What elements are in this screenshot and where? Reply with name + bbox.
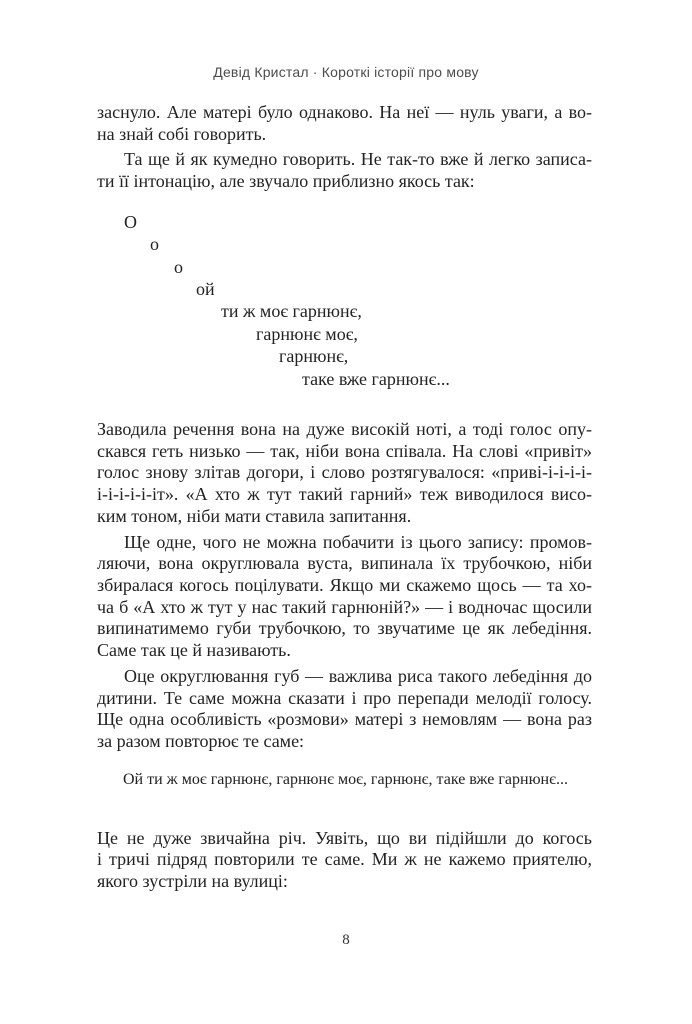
text-flow — [97, 102, 592, 893]
verse-line: о — [174, 256, 183, 277]
text-line: і тричі підряд повторили те саме. Ми ж не кажемо приятелю, — [97, 849, 592, 870]
text-line: випинатимемо губи трубочкою, то звучатиме це як лебедіння. — [97, 618, 592, 639]
text-line: за разом повторює те саме: — [97, 730, 305, 751]
text-line: Ще одна особливість «розмови» матері з немовлям — вона раз — [97, 709, 592, 730]
text-line: Заводила речення вона на дуже високій ноті, а тоді голос опу- — [97, 419, 592, 440]
verse-line: ой — [196, 279, 215, 300]
text-line: якого зустріли на вулиці: — [97, 871, 288, 892]
verse-line: О — [124, 211, 137, 232]
paragraph — [97, 828, 592, 893]
text-line: Оце округлювання губ — важлива риса такого лебедіння до — [124, 665, 592, 686]
verse-line: гарнюнє, — [279, 346, 349, 367]
text-line: і-і-і-і-і-іт». «А хто ж тут такий гарний» теж виводилося висо- — [97, 484, 592, 505]
paragraph — [97, 102, 592, 145]
paragraph — [97, 149, 592, 192]
text-line: ким тоном, ніби мати ставила запитання. — [97, 505, 412, 526]
repeated-quote-line: Ой ти ж моє гарнюнє, гарнюнє моє, гарнюнє, таке вже гарнюнє... — [123, 770, 568, 788]
text-line: збиралася когось поцілувати. Якщо ми скажемо щось — та хо- — [97, 574, 592, 595]
verse-line: таке вже гарнюнє... — [302, 368, 450, 389]
verse-line: гарнюнє моє, — [256, 323, 358, 344]
text-line: заснуло. Але матері було однаково. На неї — нуль уваги, а во- — [97, 102, 592, 122]
text-line: дитини. Те саме можна сказати і про перепади мелодії голосу. — [97, 687, 592, 708]
text-line: ляючи, вона округлювала вуста, випинала їх трубочкою, ніби — [97, 553, 592, 574]
text-line: ти її інтонацію, але звучало приблизно якось так: — [97, 171, 475, 192]
paragraph — [97, 532, 592, 662]
text-line: Та ще й як кумедно говорить. Не так-то вже й легко записа- — [124, 149, 592, 170]
paragraph — [97, 666, 592, 753]
text-line: Ще одне, чого не можна побачити із цього запису: промов- — [124, 531, 592, 552]
text-line: скався геть низько — так, ніби вона співала. На слові «привіт» — [97, 440, 592, 461]
text-line: голос знову злітав догори, і слово розтягувалося: «приві-і-і-і-і- — [97, 462, 592, 483]
verse-line: о — [150, 234, 159, 255]
page-number: 8 — [342, 932, 350, 948]
verse-line: ти ж моє гарнюнє, — [221, 301, 362, 322]
verse-staircase — [97, 211, 592, 390]
paragraph — [97, 419, 592, 528]
text-line: Це не дуже звичайна річ. Уявіть, що ви підійшли до когось — [97, 827, 592, 848]
running-header: Девід Кристал · Короткі історії про мову — [213, 64, 479, 80]
text-line: Саме так це й називають. — [97, 640, 291, 661]
text-line: ча б «А хто ж тут у нас такий гарнюній?» — і водночас щосили — [97, 596, 592, 617]
text-line: на знай собі говорить. — [97, 123, 267, 144]
